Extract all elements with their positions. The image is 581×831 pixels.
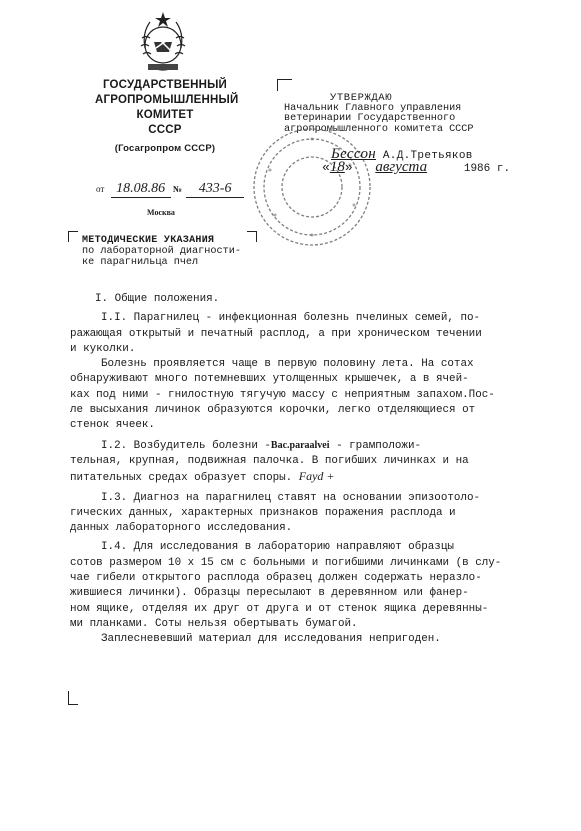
document-title-main: МЕТОДИЧЕСКИЕ УКАЗАНИЯ (82, 235, 215, 246)
paragraph-3-line-1 (70, 438, 530, 454)
approval-title: УТВЕРЖДАЮ (330, 92, 393, 104)
approval-date-day: 18 (329, 159, 345, 175)
paragraph-3-line-2: тельная, крупная, подвижная палочка. В погибших личинках и на (70, 454, 469, 467)
signature: Бессон (331, 146, 376, 162)
official-stamp (250, 125, 375, 250)
paragraph-3-line-1-end: - грамположи- (336, 439, 422, 452)
paragraph-2-line-3: ках под ними - гнилостную тягучую массу с неприятным запахом.Пос- (70, 388, 495, 401)
paragraph-2-line-2: обнаруживают много потемневших утолщенных крышечек, а в ячей- (70, 373, 469, 386)
handwritten-note: Fayd + (298, 469, 335, 484)
org-line-2: АГРОПРОМЫШЛЕННЫЙ КОМИТЕТ (95, 94, 239, 121)
paragraph-1-line-1: I.I. Парагнилец - инфекционная болезнь пчелиных семей, по- (101, 312, 481, 325)
title-corner-mark-left (68, 231, 78, 242)
paragraph-4-line-3: данных лабораторного исследования. (70, 522, 293, 535)
pathogen-name: Bac.paraalvei (270, 439, 330, 451)
paragraph-5-line-1: I.4. Для исследования в лабораторию направляют образцы (101, 541, 454, 554)
paragraph-4-line-1: I.3. Диагноз на парагнилец ставят на основании эпизоотоло- (101, 491, 481, 504)
org-line-1: ГОСУДАРСТВЕННЫЙ (102, 79, 228, 91)
page-corner-mark (68, 691, 78, 705)
title-corner-mark-right (247, 231, 257, 242)
paragraph-5-line-5: ном ящике, отделяя их друг от друга и от стенок ящика деревянны- (70, 602, 489, 615)
paragraph-1-line-2: ражающая открытый и печатный расплод, а при хроническом течении (70, 327, 482, 340)
paragraph-2-line-5: стенок ячеек. (70, 419, 155, 432)
document-title (82, 235, 241, 269)
registration-place: Москва (147, 208, 175, 217)
paragraph-2-line-4: ле высыхания личинок образуются корочки, легко отделяющиеся от (70, 404, 476, 417)
paragraph-1-line-3: и куколки. (70, 342, 136, 355)
paragraph-3-line-3 (70, 469, 530, 486)
approval-line-1: Начальник Главного управления (284, 102, 462, 114)
paragraph-5-line-4: жившиеся личинки). Образцы пересылают в деревянном или фанер- (70, 587, 469, 600)
approval-date-year: 1986 г. (463, 163, 511, 175)
registration-number-label: № (172, 184, 182, 194)
registration-from-label: от (96, 184, 105, 194)
paragraph-5-line-2: сотов размером 10 х 15 см с больными и погибшими личинками (в слу- (70, 556, 502, 569)
approval-corner-mark (277, 79, 292, 91)
paragraph-6-line-1: Заплесневевший материал для исследования непригоден. (101, 633, 441, 646)
registration-number: 433-6 (186, 181, 244, 198)
document-body (70, 292, 530, 648)
section-heading: I. Общие положения. (95, 293, 220, 305)
ussr-coat-of-arms-icon (128, 8, 198, 78)
paragraph-3-line-3-text: питательных средах образует споры. (70, 472, 293, 485)
registration-date: 18.08.86 (111, 181, 171, 198)
document-title-line-2: по лабораторной диагности- (82, 246, 241, 258)
registration-line (96, 181, 244, 198)
org-short-name: (Госагропром СССР) (114, 143, 216, 154)
signer-name: А.Д.Третьяков (382, 150, 473, 162)
organization-header (95, 78, 239, 156)
document-title-line-3: ке парагнильца пчел (82, 257, 199, 269)
org-line-3: СССР (148, 124, 182, 136)
paragraph-5-line-3: чае гибели открытого расплода образец должен содержать неразло- (70, 572, 482, 585)
approval-line-2: ветеринарии Государственного (284, 113, 456, 125)
paragraph-2-line-1: Болезнь проявляется чаще в первую половину лета. На сотах (101, 358, 474, 371)
approval-date: «18» августа 1986 г. (322, 159, 511, 175)
paragraph-5-line-6: ми планками. Соты нельзя обертывать бумагой. (70, 617, 358, 630)
approval-line-3: агропромышленного комитета СССР (284, 123, 474, 135)
paragraph-3-line-1-start: I.2. Возбудитель болезни - (101, 439, 271, 452)
approval-date-month: августа (375, 159, 428, 175)
paragraph-4-line-2: гических данных, характерных признаков поражения расплода и (70, 506, 456, 519)
